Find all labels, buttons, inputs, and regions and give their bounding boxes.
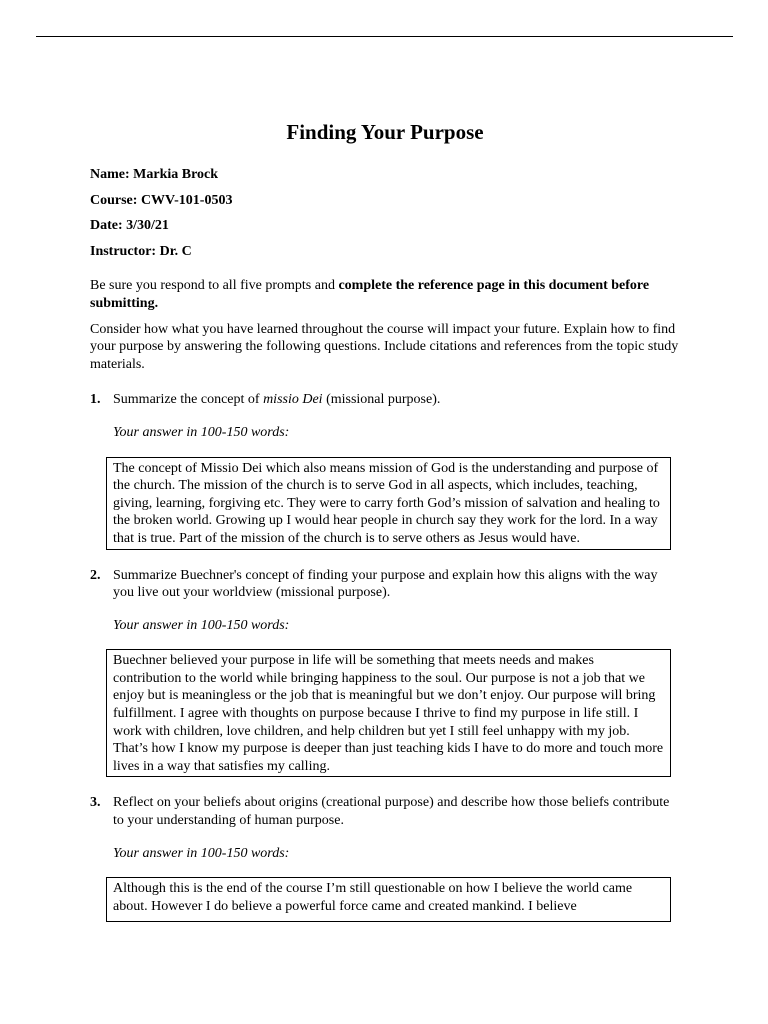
instructor-value: Dr. C	[159, 243, 192, 259]
answer-hint: Your answer in 100-150 words:	[113, 845, 290, 861]
answer-hint: Your answer in 100-150 words:	[113, 617, 290, 633]
date-field	[90, 217, 680, 235]
prompt-text-before: Summarize the concept of	[113, 392, 264, 408]
name-field	[90, 166, 680, 184]
instructor-label: Instructor:	[90, 243, 157, 259]
prompt-number: 2.	[90, 567, 101, 583]
instructions-intro-plain: Be sure you respond to all five prompts and	[90, 278, 339, 294]
answer-hint: Your answer in 100-150 words:	[113, 424, 290, 440]
prompt-item-1	[90, 391, 680, 549]
course-value: CWV-101-0503	[140, 192, 233, 208]
instructions-intro	[90, 277, 680, 312]
document-page	[90, 118, 680, 922]
date-value: 3/30/21	[126, 218, 169, 234]
course-label: Course:	[90, 192, 138, 208]
course-field	[90, 192, 680, 210]
prompt-text-italic: missio Dei	[263, 392, 323, 408]
answer-box[interactable]: The concept of Missio Dei which also means mission of God is the understanding and purpose of the church. The mission of the church is to serve God in all aspects, which includes, teaching, giving, learning, forgiving etc. They were to carry forth God’s mission of salvation and healing to the broken world. Growing up I would hear people in church say they work for the lord. In a way that is true. Part of the mission of the church is to serve others as Jesus would have.	[106, 457, 671, 550]
date-label: Date:	[90, 218, 123, 234]
answer-box[interactable]: Buechner believed your purpose in life will be something that meets needs and makes contribution to the world while bringing happiness to the soul. Our purpose is not a job that we enjoy but is meaningless or the job that is meaningful but we don’t enjoy. Our purpose will bring fulfillment. I agree with thoughts on purpose because I thrive to find my purpose in life still. I work with children, love children, and help children but yet I still feel unhappy with my job. That’s how I know my purpose is deeper than just teaching kids I have to do more and touch more lives in a way that satisfies my calling.	[106, 649, 671, 777]
prompt-text-after: (missional purpose).	[322, 392, 441, 408]
instructions-intro-bold: complete the reference page in this document before submitting.	[90, 278, 650, 311]
prompt-item-3	[90, 794, 680, 922]
answer-box[interactable]: Although this is the end of the course I’m still questionable on how I believe the world came about. However I do believe a powerful force came and created mankind. I believe	[106, 877, 671, 922]
prompt-number: 1.	[90, 392, 101, 408]
page-top-rule	[36, 36, 733, 37]
prompt-text: Reflect on your beliefs about origins (creational purpose) and describe how those beliefs contribute to your understanding of human purpose.	[113, 795, 670, 829]
prompt-item-2	[90, 567, 680, 778]
prompt-text: Summarize Buechner's concept of finding your purpose and explain how this aligns with the way you live out your worldview (missional purpose).	[113, 567, 658, 601]
document-title: Finding Your Purpose	[286, 120, 484, 144]
prompt-number: 3.	[90, 795, 101, 811]
name-value: Markia Brock	[133, 167, 219, 182]
instructor-field	[90, 243, 680, 261]
instructions-body: Consider how what you have learned throughout the course will impact your future. Explain how to find your purpose by answering the following questions. Include citations and references from the topic study materials.	[90, 321, 679, 372]
prompt-text	[113, 391, 680, 409]
name-label: Name:	[90, 167, 130, 182]
